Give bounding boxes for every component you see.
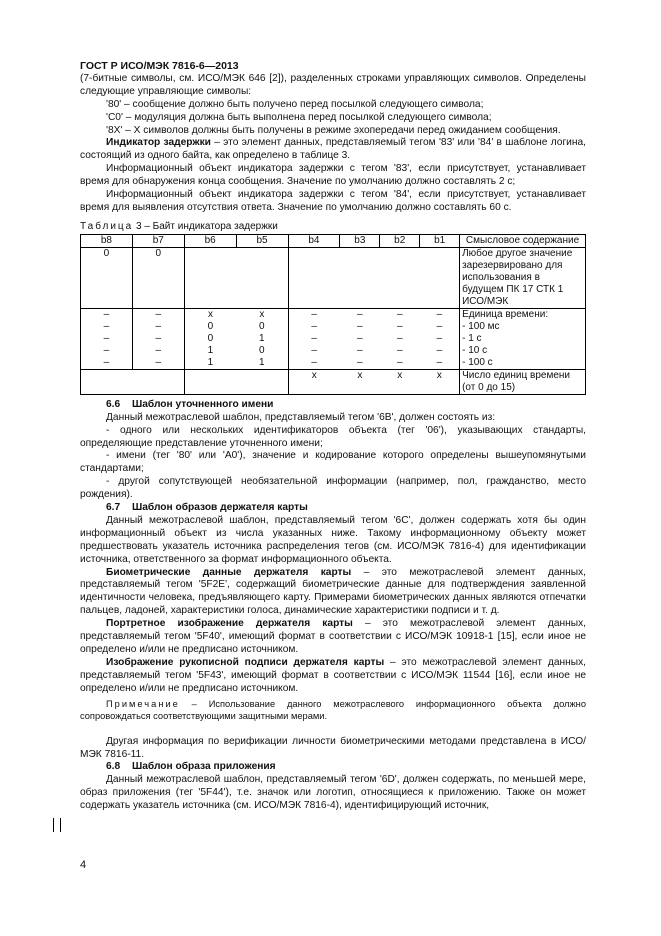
delay-indicator-paragraph	[80, 137, 586, 163]
cell-value: - 100 с	[462, 356, 493, 368]
cell-value: –	[436, 332, 443, 344]
cell-value: 0	[207, 320, 214, 332]
table-cell	[236, 308, 288, 369]
section-number: 6.6	[106, 398, 121, 410]
cell-value: –	[436, 320, 443, 332]
cell-value: –	[103, 308, 110, 320]
table-caption-text: 3 – Байт индикатора задержки	[133, 220, 278, 232]
cell-value: –	[103, 320, 110, 332]
delay-indicator-text: – это элемент данных, представляемый тегом '83' или '84' в шаблоне логина, состоящий из одного байта, как определено в таблице 3.	[80, 137, 586, 162]
section-6-6-heading	[80, 399, 586, 412]
cell-value: –	[436, 308, 443, 320]
column-header: b7	[132, 234, 184, 247]
cell-value: –	[396, 308, 403, 320]
cell-value: –	[155, 332, 162, 344]
section-title: Шаблон образа приложения	[132, 761, 276, 773]
portrait-term: Портретное изображение держателя карты	[106, 618, 353, 630]
table-cell	[420, 308, 460, 369]
cell-value: Единица времени:	[462, 308, 549, 320]
table-cell	[81, 308, 133, 369]
section-6-7-heading	[80, 502, 586, 515]
table-cell	[132, 308, 184, 369]
cell-value: –	[155, 344, 162, 356]
cell-value: 1	[259, 356, 265, 368]
biometric-paragraph	[80, 567, 586, 619]
table-cell	[380, 308, 420, 369]
biometric-text: – это межотраслевой элемент данных, представляемый тегом '5F2E', содержащий биометрические данные для подтверждения заявленной идентичности человека, предъявляющего карту. Примерами биометрических данных являются отпечатки пальцев, ладоней, характеристики голоса, динамические характеристики подписи и т. д.	[80, 566, 586, 617]
note-paragraph	[80, 698, 586, 722]
section-number: 6.7	[106, 502, 121, 514]
signature-term: Изображение рукописной подписи держателя карты	[106, 656, 385, 668]
cell-value: - 100 мс	[462, 320, 500, 332]
section-6-8-paragraph: Данный межотраслевой шаблон, представляемый тегом '6D', должен содержать, по меньшей мере, образ приложения (тег '5F44'), т.е. значок или логотип, относящиеся к приложению. Также он может содержать указатель источника (см. ИСО/МЭК 7816-4), идентифицирующий источник,	[80, 774, 586, 812]
signature-text: – это межотраслевой элемент данных, представляемый тегом '5F43', имеющий формат в соответствии с ИСО/МЭК 11544 [16], если иное не определено и/или не предписано источником.	[80, 656, 586, 694]
cell-value: 0	[259, 320, 265, 332]
list-item: - другой сопутствующей необязательной информации (например, пол, гражданство, место рождения).	[80, 476, 586, 501]
table-header-row	[81, 234, 586, 247]
cell-value: x	[259, 308, 265, 320]
cell-value: –	[357, 344, 363, 356]
table-cell	[184, 369, 288, 394]
page-number: 4	[80, 859, 87, 871]
table-cell	[81, 369, 185, 394]
table-caption	[80, 221, 586, 234]
intro-paragraph: (7-битные символы, см. ИСО/МЭК 646 [2]), разделенных строками управляющих символов. Определены следующие управляющие символы:	[80, 72, 586, 97]
other-info-paragraph: Другая информация по верификации личности биометрическими методами представлена в ИСО/МЭК 7816-11.	[80, 735, 586, 760]
biometric-term: Биометрические данные держателя карты	[106, 566, 352, 578]
cell-value: –	[396, 356, 403, 368]
table-cell: x	[420, 369, 460, 394]
cell-value: –	[155, 320, 162, 332]
portrait-paragraph	[80, 618, 586, 657]
table-row	[81, 369, 586, 394]
cell-value: –	[103, 332, 110, 344]
table-cell	[288, 247, 460, 308]
cell-value: 1	[207, 344, 214, 356]
table-cell: x	[380, 369, 420, 394]
column-header: Смысловое содержание	[460, 234, 586, 247]
note-word: Примечание	[106, 698, 180, 709]
document-header: ГОСТ Р ИСО/МЭК 7816-6—2013	[80, 60, 239, 72]
cell-value: –	[357, 332, 363, 344]
column-header: b4	[288, 234, 340, 247]
column-header: b1	[420, 234, 460, 247]
table-cell: x	[288, 369, 340, 394]
cell-value: 0	[207, 332, 214, 344]
cell-value: –	[311, 356, 317, 368]
cell-value: –	[311, 344, 317, 356]
cell-value: –	[103, 344, 110, 356]
column-header: b3	[340, 234, 380, 247]
cell-value: –	[396, 344, 403, 356]
table-cell	[288, 308, 340, 369]
cell-value: 1	[207, 356, 214, 368]
table-row	[81, 308, 586, 369]
section-number: 6.8	[106, 761, 121, 773]
table-cell	[184, 308, 236, 369]
cell-value: –	[155, 308, 162, 320]
table-cell: Число единиц времени (от 0 до 15)	[460, 369, 586, 394]
control-char-item: '8X' – X символов должны быть получены в режиме эхопередачи перед ожиданием сообщения.	[106, 124, 561, 136]
signature-paragraph	[80, 657, 586, 696]
delay-indicator-term: Индикатор задержки	[106, 137, 211, 149]
table-cell: x	[340, 369, 380, 394]
cell-value: - 10 с	[462, 344, 488, 356]
list-item: - одного или нескольких идентификаторов объекта (тег '06'), указывающих стандарты, определяющие представление уточненного имени;	[80, 424, 586, 449]
section-6-6-paragraph: Данный межотраслевой шаблон, представляемый тегом '6B', должен состоять из:	[106, 411, 496, 423]
portrait-text: – это межотраслевой элемент данных, представляемый тегом '5F40', имеющий формат в соответствии с ИСО/МЭК 10918-1 [15], если иное не определено и/или не предписано источником.	[80, 618, 586, 655]
cell-value: –	[357, 320, 363, 332]
table-cell: 0	[132, 247, 184, 308]
cell-value: 1	[259, 332, 265, 344]
table-caption-word: Таблица	[80, 220, 134, 232]
table-cell	[184, 247, 288, 308]
table-cell	[460, 308, 586, 369]
cell-value: - 1 с	[462, 332, 482, 344]
section-6-8-heading	[80, 761, 586, 774]
section-title: Шаблон уточненного имени	[132, 398, 274, 410]
cell-value: –	[396, 320, 403, 332]
tag84-paragraph: Информационный объект индикатора задержки с тегом '84', если присутствует, устанавливает время для выявления отсутствия ответа. Значение по умолчанию должно составлять 60 с.	[80, 189, 586, 213]
cell-value: –	[357, 356, 363, 368]
cell-value: –	[103, 356, 110, 368]
cell-value: –	[311, 320, 317, 332]
control-char-item: 'C0' – модуляция должна быть выполнена перед посылкой следующего символа;	[106, 111, 492, 123]
table-cell: Любое другое значение зарезервировано для использования в будущем ПК 17 СТК 1 ИСО/МЭК	[460, 247, 586, 308]
cell-value: 0	[259, 344, 265, 356]
cell-value: –	[357, 308, 363, 320]
cell-value: –	[396, 332, 403, 344]
section-6-7-paragraph: Данный межотраслевой шаблон, представляемый тегом '6C', должен содержать хотя бы один информационный объект из числа указанных ниже. Такому информационному объекту может предшествовать указатель источника распределения тегов (см. ИСО/МЭК 7816-4) для идентификации источника, ответственного за формат информационного объекта.	[80, 514, 586, 565]
note-text: – Использование данного межотраслевого информационного объекта должно сопровождаться соответствующими защитными мерами.	[80, 698, 586, 721]
column-header: b6	[184, 234, 236, 247]
tag83-paragraph: Информационный объект индикатора задержки с тегом '83', если присутствует, устанавливает время для обнаружения конца сообщения. Значение по умолчанию должно составлять 2 с;	[80, 163, 586, 188]
cell-value: –	[311, 332, 317, 344]
column-header: b5	[236, 234, 288, 247]
cell-value: x	[207, 308, 213, 320]
delay-byte-table	[80, 234, 586, 395]
revision-bar	[53, 818, 61, 832]
cell-value: –	[155, 356, 162, 368]
column-header: b2	[380, 234, 420, 247]
document-page	[80, 60, 586, 813]
column-header: b8	[81, 234, 133, 247]
table-cell	[340, 308, 380, 369]
control-char-item: '80' – сообщение должно быть получено перед посылкой следующего символа;	[106, 98, 484, 110]
cell-value: –	[436, 344, 443, 356]
list-item: - имени (тег '80' или 'A0'), значение и кодирование которого определены вышеупомянутыми стандартами;	[80, 450, 586, 475]
cell-value: –	[436, 356, 443, 368]
table-row	[81, 247, 586, 308]
table-cell: 0	[81, 247, 133, 308]
cell-value: –	[311, 308, 317, 320]
section-title: Шаблон образов держателя карты	[132, 502, 308, 514]
